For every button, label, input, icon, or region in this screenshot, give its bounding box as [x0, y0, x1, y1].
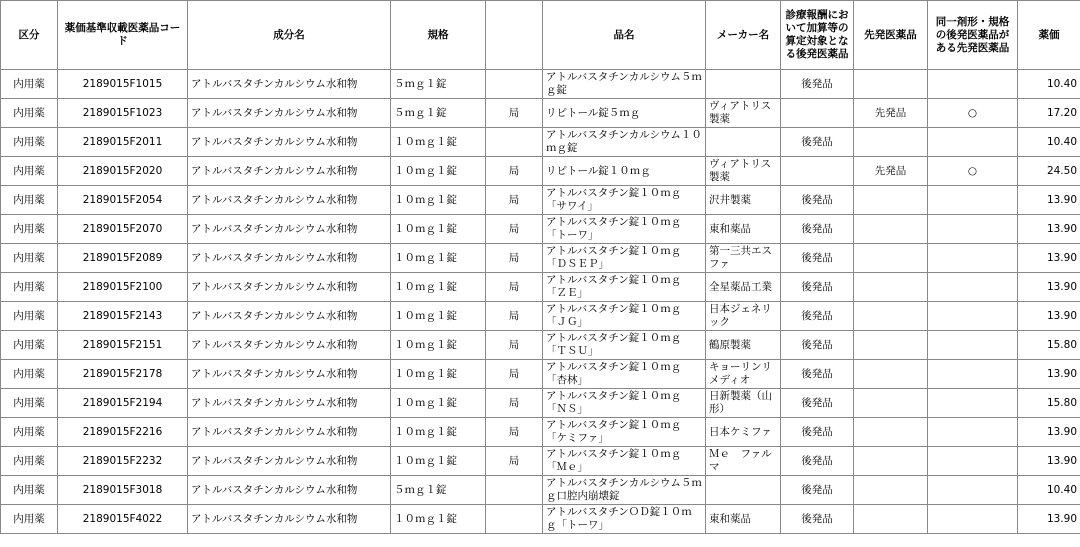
cell-same-form-flag [928, 331, 1018, 360]
cell-product-name: アトルバスタチン錠１０ｍｇ「ＤＳＥＰ」 [543, 244, 706, 273]
cell-product-name: アトルバスタチン錠１０ｍｇ「ケミファ」 [543, 418, 706, 447]
table-row [1, 99, 1080, 128]
cell-product-name: アトルバスタチンＯＤ錠１０ｍｇ「トーワ」 [543, 505, 706, 534]
table-row [1, 418, 1080, 447]
cell-pharmacopoeia-mark: 局 [486, 157, 543, 186]
table-row [1, 360, 1080, 389]
table-row [1, 389, 1080, 418]
cell-price: 15.80 [1018, 389, 1080, 418]
header-maker: メーカー名 [706, 1, 781, 70]
cell-code: 2189015F2216 [58, 418, 188, 447]
cell-product-name: アトルバスタチン錠１０ｍｇ「Ｍｅ」 [543, 447, 706, 476]
cell-spec: １０ｍｇ１錠 [391, 418, 486, 447]
cell-category: 内用薬 [1, 70, 58, 99]
cell-ingredient: アトルバスタチンカルシウム水和物 [188, 418, 391, 447]
cell-product-name: アトルバスタチンカルシウム５ｍｇ錠 [543, 70, 706, 99]
cell-spec: ５ｍｇ１錠 [391, 99, 486, 128]
table-row [1, 302, 1080, 331]
cell-pharmacopoeia-mark: 局 [486, 418, 543, 447]
header-same-form: 同一剤形・規格の後発医薬品がある先発医薬品 [928, 1, 1018, 70]
cell-spec: １０ｍｇ１錠 [391, 302, 486, 331]
cell-generic-flag: 後発品 [781, 418, 854, 447]
cell-category: 内用薬 [1, 505, 58, 534]
header-product: 品名 [543, 1, 706, 70]
cell-price: 13.90 [1018, 447, 1080, 476]
cell-maker [706, 476, 781, 505]
cell-pharmacopoeia-mark: 局 [486, 273, 543, 302]
cell-maker: 第一三共エスファ [706, 244, 781, 273]
cell-same-form-flag [928, 273, 1018, 302]
cell-category: 内用薬 [1, 128, 58, 157]
cell-ingredient: アトルバスタチンカルシウム水和物 [188, 447, 391, 476]
cell-code: 2189015F2194 [58, 389, 188, 418]
cell-maker: 鶴原製薬 [706, 331, 781, 360]
cell-spec: １０ｍｇ１錠 [391, 273, 486, 302]
cell-generic-flag [781, 157, 854, 186]
cell-price: 15.80 [1018, 331, 1080, 360]
cell-maker: 東和薬品 [706, 215, 781, 244]
cell-code: 2189015F2232 [58, 447, 188, 476]
cell-ingredient: アトルバスタチンカルシウム水和物 [188, 505, 391, 534]
header-ingredient: 成分名 [188, 1, 391, 70]
cell-generic-flag: 後発品 [781, 389, 854, 418]
cell-spec: １０ｍｇ１錠 [391, 215, 486, 244]
cell-same-form-flag: ○ [928, 99, 1018, 128]
cell-original-flag [854, 302, 928, 331]
cell-category: 内用薬 [1, 389, 58, 418]
cell-product-name: アトルバスタチンカルシウム１０ｍｇ錠 [543, 128, 706, 157]
cell-spec: ５ｍｇ１錠 [391, 70, 486, 99]
cell-product-name: アトルバスタチン錠１０ｍｇ「ＪＧ」 [543, 302, 706, 331]
cell-pharmacopoeia-mark [486, 505, 543, 534]
cell-price: 13.90 [1018, 360, 1080, 389]
cell-maker [706, 128, 781, 157]
cell-code: 2189015F2151 [58, 331, 188, 360]
cell-generic-flag: 後発品 [781, 447, 854, 476]
cell-price: 13.90 [1018, 244, 1080, 273]
cell-original-flag: 先発品 [854, 99, 928, 128]
cell-original-flag [854, 331, 928, 360]
cell-category: 内用薬 [1, 302, 58, 331]
table-row [1, 128, 1080, 157]
cell-code: 2189015F2089 [58, 244, 188, 273]
cell-price: 13.90 [1018, 186, 1080, 215]
header-price: 薬価 [1018, 1, 1080, 70]
cell-category: 内用薬 [1, 418, 58, 447]
table-row [1, 476, 1080, 505]
cell-product-name: アトルバスタチン錠１０ｍｇ「トーワ」 [543, 215, 706, 244]
cell-pharmacopoeia-mark: 局 [486, 360, 543, 389]
cell-maker: 日新製薬（山形） [706, 389, 781, 418]
cell-code: 2189015F2100 [58, 273, 188, 302]
cell-code: 2189015F1015 [58, 70, 188, 99]
cell-spec: １０ｍｇ１錠 [391, 128, 486, 157]
cell-original-flag [854, 186, 928, 215]
cell-pharmacopoeia-mark [486, 128, 543, 157]
cell-maker: 日本ジェネリック [706, 302, 781, 331]
cell-category: 内用薬 [1, 273, 58, 302]
cell-maker: Ｍｅ ファルマ [706, 447, 781, 476]
table-row [1, 244, 1080, 273]
cell-maker [706, 70, 781, 99]
cell-maker: 東和薬品 [706, 505, 781, 534]
cell-price: 10.40 [1018, 70, 1080, 99]
cell-same-form-flag: ○ [928, 157, 1018, 186]
cell-code: 2189015F4022 [58, 505, 188, 534]
cell-category: 内用薬 [1, 186, 58, 215]
cell-code: 2189015F2070 [58, 215, 188, 244]
cell-original-flag [854, 273, 928, 302]
cell-code: 2189015F1023 [58, 99, 188, 128]
cell-original-flag: 先発品 [854, 157, 928, 186]
cell-generic-flag: 後発品 [781, 331, 854, 360]
cell-original-flag [854, 505, 928, 534]
cell-category: 内用薬 [1, 157, 58, 186]
cell-product-name: アトルバスタチン錠１０ｍｇ「ＴＳＵ」 [543, 331, 706, 360]
cell-price: 17.20 [1018, 99, 1080, 128]
header-spec: 規格 [391, 1, 486, 70]
table-row [1, 215, 1080, 244]
cell-pharmacopoeia-mark: 局 [486, 186, 543, 215]
cell-category: 内用薬 [1, 331, 58, 360]
header-code: 薬価基準収載医薬品コード [58, 1, 188, 70]
cell-generic-flag: 後発品 [781, 302, 854, 331]
cell-category: 内用薬 [1, 476, 58, 505]
cell-pharmacopoeia-mark: 局 [486, 331, 543, 360]
cell-generic-flag: 後発品 [781, 70, 854, 99]
cell-product-name: アトルバスタチンカルシウム５ｍｇ口腔内崩壊錠 [543, 476, 706, 505]
header-original-drug: 先発医薬品 [854, 1, 928, 70]
cell-spec: １０ｍｇ１錠 [391, 186, 486, 215]
table-row [1, 157, 1080, 186]
cell-same-form-flag [928, 389, 1018, 418]
cell-pharmacopoeia-mark: 局 [486, 215, 543, 244]
cell-spec: １０ｍｇ１錠 [391, 447, 486, 476]
table-row [1, 505, 1080, 534]
header-category: 区分 [1, 1, 58, 70]
cell-product-name: アトルバスタチン錠１０ｍｇ「サワイ」 [543, 186, 706, 215]
cell-same-form-flag [928, 215, 1018, 244]
cell-product-name: アトルバスタチン錠１０ｍｇ「ＺＥ」 [543, 273, 706, 302]
cell-ingredient: アトルバスタチンカルシウム水和物 [188, 331, 391, 360]
cell-pharmacopoeia-mark: 局 [486, 99, 543, 128]
cell-generic-flag: 後発品 [781, 244, 854, 273]
cell-pharmacopoeia-mark: 局 [486, 244, 543, 273]
cell-spec: ５ｍｇ１錠 [391, 476, 486, 505]
cell-ingredient: アトルバスタチンカルシウム水和物 [188, 244, 391, 273]
cell-generic-flag: 後発品 [781, 505, 854, 534]
cell-product-name: リピトール錠５ｍｇ [543, 99, 706, 128]
cell-same-form-flag [928, 70, 1018, 99]
cell-maker: キョーリンリメディオ [706, 360, 781, 389]
header-blank [486, 1, 543, 70]
cell-original-flag [854, 70, 928, 99]
cell-pharmacopoeia-mark [486, 70, 543, 99]
cell-original-flag [854, 476, 928, 505]
cell-original-flag [854, 244, 928, 273]
cell-price: 13.90 [1018, 215, 1080, 244]
header-fee-eligible: 診療報酬において加算等の算定対象となる後発医薬品 [781, 1, 854, 70]
cell-same-form-flag [928, 447, 1018, 476]
cell-original-flag [854, 128, 928, 157]
cell-original-flag [854, 360, 928, 389]
cell-spec: １０ｍｇ１錠 [391, 360, 486, 389]
cell-code: 2189015F2054 [58, 186, 188, 215]
cell-product-name: アトルバスタチン錠１０ｍｇ「ＮＳ」 [543, 389, 706, 418]
cell-ingredient: アトルバスタチンカルシウム水和物 [188, 157, 391, 186]
cell-ingredient: アトルバスタチンカルシウム水和物 [188, 389, 391, 418]
cell-price: 13.90 [1018, 418, 1080, 447]
cell-ingredient: アトルバスタチンカルシウム水和物 [188, 360, 391, 389]
cell-ingredient: アトルバスタチンカルシウム水和物 [188, 302, 391, 331]
cell-category: 内用薬 [1, 447, 58, 476]
cell-spec: １０ｍｇ１錠 [391, 505, 486, 534]
cell-original-flag [854, 447, 928, 476]
cell-same-form-flag [928, 186, 1018, 215]
cell-maker: 日本ケミファ [706, 418, 781, 447]
table-body [1, 70, 1080, 534]
cell-maker: 沢井製薬 [706, 186, 781, 215]
table-row [1, 273, 1080, 302]
cell-original-flag [854, 389, 928, 418]
cell-pharmacopoeia-mark: 局 [486, 302, 543, 331]
cell-category: 内用薬 [1, 244, 58, 273]
cell-same-form-flag [928, 418, 1018, 447]
cell-pharmacopoeia-mark: 局 [486, 447, 543, 476]
cell-code: 2189015F2020 [58, 157, 188, 186]
cell-maker: ヴィアトリス製薬 [706, 99, 781, 128]
cell-generic-flag [781, 99, 854, 128]
cell-same-form-flag [928, 360, 1018, 389]
cell-price: 13.90 [1018, 273, 1080, 302]
cell-maker: 全星薬品工業 [706, 273, 781, 302]
cell-product-name: アトルバスタチン錠１０ｍｇ「杏林」 [543, 360, 706, 389]
cell-category: 内用薬 [1, 360, 58, 389]
cell-price: 13.90 [1018, 302, 1080, 331]
table-header-row [1, 1, 1080, 70]
table-row [1, 70, 1080, 99]
cell-generic-flag: 後発品 [781, 215, 854, 244]
cell-ingredient: アトルバスタチンカルシウム水和物 [188, 70, 391, 99]
cell-generic-flag: 後発品 [781, 476, 854, 505]
cell-product-name: リピトール錠１０ｍｇ [543, 157, 706, 186]
cell-pharmacopoeia-mark: 局 [486, 389, 543, 418]
cell-original-flag [854, 418, 928, 447]
table-row [1, 331, 1080, 360]
cell-ingredient: アトルバスタチンカルシウム水和物 [188, 128, 391, 157]
table-row [1, 186, 1080, 215]
cell-same-form-flag [928, 505, 1018, 534]
table-row [1, 447, 1080, 476]
cell-ingredient: アトルバスタチンカルシウム水和物 [188, 215, 391, 244]
cell-spec: １０ｍｇ１錠 [391, 244, 486, 273]
cell-same-form-flag [928, 476, 1018, 505]
cell-price: 13.90 [1018, 505, 1080, 534]
cell-code: 2189015F3018 [58, 476, 188, 505]
cell-ingredient: アトルバスタチンカルシウム水和物 [188, 273, 391, 302]
cell-maker: ヴィアトリス製薬 [706, 157, 781, 186]
cell-generic-flag: 後発品 [781, 273, 854, 302]
cell-generic-flag: 後発品 [781, 186, 854, 215]
cell-category: 内用薬 [1, 215, 58, 244]
cell-price: 24.50 [1018, 157, 1080, 186]
cell-generic-flag: 後発品 [781, 128, 854, 157]
cell-same-form-flag [928, 244, 1018, 273]
cell-spec: １０ｍｇ１錠 [391, 389, 486, 418]
cell-ingredient: アトルバスタチンカルシウム水和物 [188, 99, 391, 128]
cell-price: 10.40 [1018, 128, 1080, 157]
cell-spec: １０ｍｇ１錠 [391, 331, 486, 360]
cell-same-form-flag [928, 128, 1018, 157]
cell-pharmacopoeia-mark [486, 476, 543, 505]
cell-category: 内用薬 [1, 99, 58, 128]
cell-ingredient: アトルバスタチンカルシウム水和物 [188, 186, 391, 215]
cell-spec: １０ｍｇ１錠 [391, 157, 486, 186]
cell-same-form-flag [928, 302, 1018, 331]
cell-code: 2189015F2178 [58, 360, 188, 389]
cell-code: 2189015F2011 [58, 128, 188, 157]
cell-ingredient: アトルバスタチンカルシウム水和物 [188, 476, 391, 505]
cell-generic-flag: 後発品 [781, 360, 854, 389]
cell-original-flag [854, 215, 928, 244]
cell-code: 2189015F2143 [58, 302, 188, 331]
cell-price: 10.40 [1018, 476, 1080, 505]
